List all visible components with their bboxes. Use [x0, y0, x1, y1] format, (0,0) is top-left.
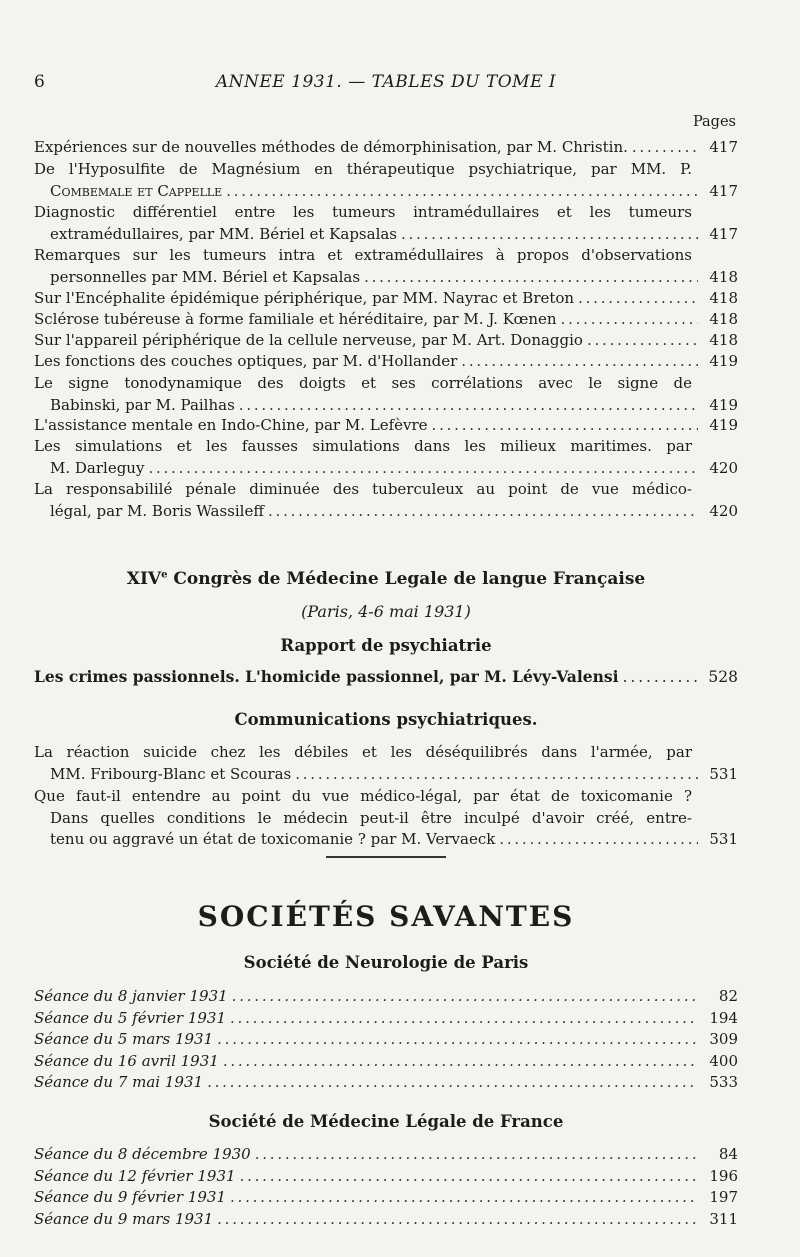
entry-page: 418 — [709, 310, 738, 328]
communications-heading: Communications psychiatriques. — [234, 710, 538, 729]
toc-entry — [34, 309, 738, 331]
communication-entry — [34, 742, 738, 785]
toc-entry — [34, 288, 738, 310]
entry-page: 418 — [709, 267, 738, 286]
toc-entry — [34, 159, 738, 202]
seance-line: Séance du 12 février 1931 — [34, 1166, 236, 1185]
entry-page: 531 — [709, 830, 738, 848]
toc-entry — [34, 245, 738, 288]
entry-line: Dans quelles conditions le médecin peut-il être inculpé d'avoir créé, entre- — [50, 808, 692, 827]
seance-line: Séance du 5 mars 1931 — [34, 1030, 214, 1048]
entry-line: La responsabililé pénale diminuée des tuberculeux au point de vue médico- — [34, 480, 692, 498]
entry-line: personnelles par MM. Bériel et Kapsalas — [50, 267, 361, 286]
entry-line: M. Darleguy — [50, 458, 145, 477]
seance-line: Séance du 7 mai 1931 — [34, 1073, 204, 1091]
congres-title: Congrès de Médecine Legale de langue Française — [167, 569, 646, 589]
seance-line: Séance du 9 mars 1931 — [34, 1209, 214, 1228]
entry-line: Sur l'appareil périphérique de la cellule nerveuse, par M. Art. Donaggio — [34, 331, 583, 349]
seance-line: Séance du 16 avril 1931 — [34, 1051, 219, 1070]
toc-entry — [34, 479, 738, 522]
entry-page: 419 — [709, 416, 738, 434]
section-divider — [326, 856, 446, 858]
page-number: 6 — [34, 72, 45, 92]
entry-page: 418 — [709, 331, 738, 349]
congres-numeral: XIV — [126, 569, 162, 589]
entry-page: 417 — [709, 181, 738, 200]
communication-entry — [34, 786, 738, 851]
seance-page: 197 — [709, 1188, 738, 1206]
seance-page: 84 — [718, 1145, 738, 1163]
entry-line: légal, par M. Boris Wassileff — [50, 501, 264, 520]
entry-page: 419 — [709, 352, 738, 370]
toc-entry — [34, 351, 738, 373]
entry-line: Sur l'Encéphalite épidémique périphérique, par MM. Nayrac et Breton — [34, 289, 575, 307]
toc-entry — [34, 373, 738, 416]
entry-line: Les crimes passionnels. L'homicide passionnel, par M. Lévy-Valensi — [34, 667, 619, 686]
seance-page: 196 — [709, 1166, 738, 1185]
rapport-heading: Rapport de psychiatrie — [280, 636, 492, 655]
entry-line: Que faut-il entendre au point du vue médico-légal, par état de toxicomanie ? — [34, 787, 692, 805]
entry-line: Le signe tonodynamique des doigts et ses corrélations avec le signe de — [34, 374, 692, 392]
toc-entry — [34, 202, 738, 245]
congres-heading — [34, 569, 738, 589]
entry-page: 417 — [709, 138, 738, 156]
seance-line: Séance du 9 février 1931 — [34, 1188, 227, 1206]
entry-line: De l'Hyposulfite de Magnésium en thérapeutique psychiatrique, par MM. P. — [34, 160, 692, 178]
toc-entry — [34, 330, 738, 352]
entry-page: 419 — [709, 395, 738, 414]
entry-line: Sclérose tubéreuse à forme familiale et héréditaire, par M. J. Kœnen — [34, 310, 557, 328]
running-title: ANNEE 1931. — TABLES DU TOME I — [215, 72, 557, 92]
congres-subtitle: (Paris, 4-6 mai 1931) — [301, 602, 471, 621]
pages-column-label: Pages — [692, 114, 736, 130]
entry-line: Babinski, par M. Pailhas — [50, 395, 235, 414]
entry-line: Expériences sur de nouvelles méthodes de démorphinisation, par M. Christin. — [34, 138, 628, 156]
document-page — [34, 0, 738, 1257]
entry-page: 531 — [709, 764, 738, 783]
societe-heading: Société de Neurologie de Paris — [243, 953, 529, 972]
societes-title: SOCIÉTÉS SAVANTES — [197, 900, 575, 933]
seance-line: Séance du 8 décembre 1930 — [34, 1145, 251, 1163]
toc-entry — [34, 415, 738, 437]
entry-page: 420 — [709, 458, 738, 477]
entry-line: Combemale et Cappelle — [50, 181, 223, 200]
entry-line: Diagnostic différentiel entre les tumeurs intramédullaires et les tumeurs — [34, 203, 692, 221]
seance-page: 400 — [709, 1051, 738, 1070]
congres-sup: e — [161, 569, 168, 581]
seance-page: 82 — [718, 987, 738, 1005]
rapport-entry — [34, 666, 738, 689]
entry-line: La réaction suicide chez les débiles et les déséquilibrés dans l'armée, par — [34, 743, 692, 761]
toc-entry — [34, 436, 738, 479]
entry-page: 418 — [709, 289, 738, 307]
page-header — [34, 72, 738, 98]
seance-page: 309 — [709, 1030, 738, 1048]
seance-page: 194 — [709, 1008, 738, 1027]
seance-page: 533 — [709, 1073, 738, 1091]
seance-page: 311 — [709, 1209, 738, 1228]
entry-page: 528 — [708, 668, 738, 686]
entry-line: Les fonctions des couches optiques, par M. d'Hollander — [34, 352, 458, 370]
entry-line: extramédullaires, par MM. Bériel et Kapsalas — [50, 224, 398, 243]
entry-line: tenu ou aggravé un état de toxicomanie ? par M. Vervaeck — [50, 830, 496, 848]
entry-line: Remarques sur les tumeurs intra et extramédullaires à propos d'observations — [34, 246, 692, 264]
toc-entry — [34, 137, 738, 159]
seance-line: Séance du 5 février 1931 — [34, 1008, 227, 1027]
entry-line: MM. Fribourg-Blanc et Scouras — [50, 764, 292, 783]
seance-list — [34, 1144, 738, 1230]
entry-page: 417 — [709, 224, 738, 243]
societe-heading: Société de Médecine Légale de France — [208, 1112, 564, 1131]
seance-line: Séance du 8 janvier 1931 — [34, 987, 228, 1005]
entry-line: Les simulations et les fausses simulations dans les milieux maritimes. par — [34, 437, 692, 455]
seance-list — [34, 986, 738, 1094]
entry-page: 420 — [709, 501, 738, 520]
entry-line: L'assistance mentale en Indo-Chine, par M. Lefèvre — [34, 416, 428, 434]
